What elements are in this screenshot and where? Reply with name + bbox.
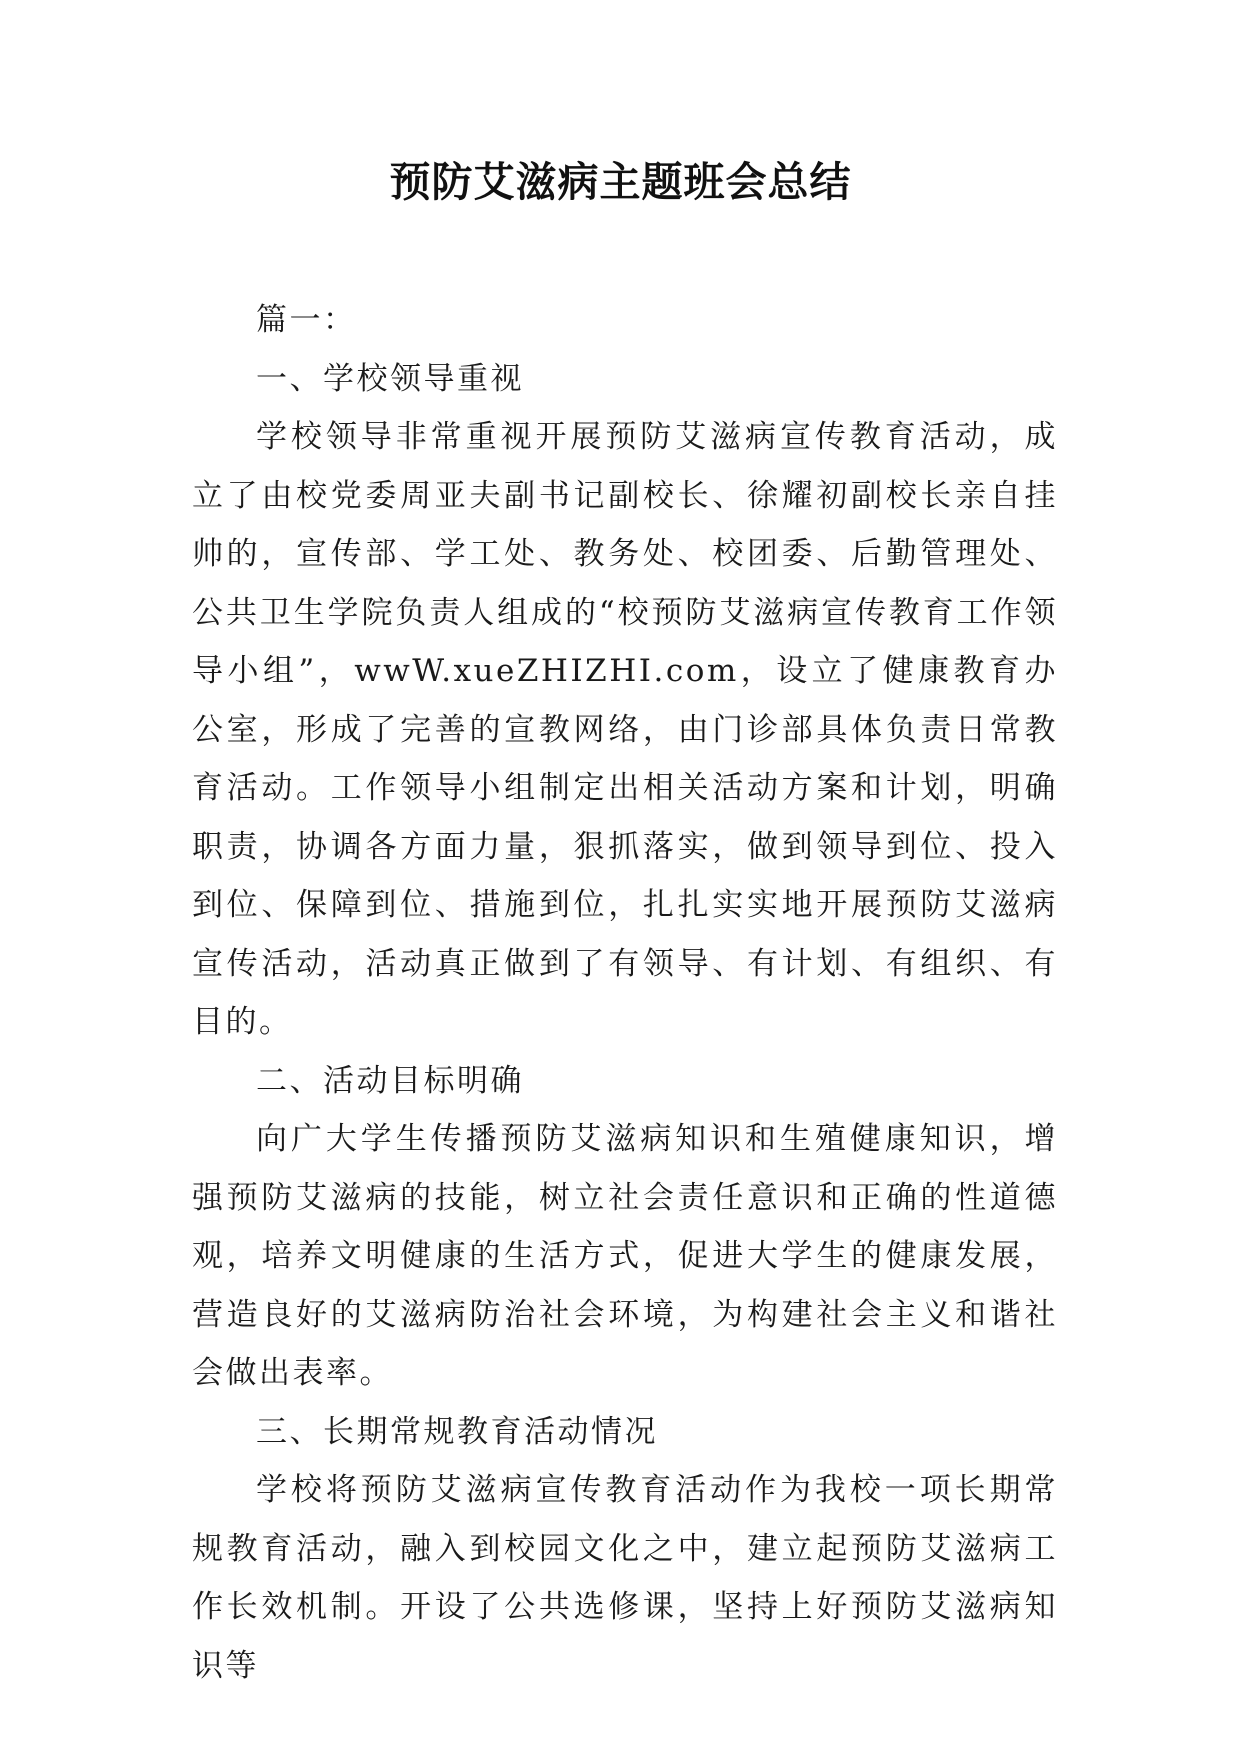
paragraph-activities: 学校将预防艾滋病宣传教育活动作为我校一项长期常规教育活动，融入到校园文化之中，建立起预防艾滋病工作长效机制。开设了公共选修课，坚持上好预防艾滋病知识等 — [192, 1472, 1058, 1684]
section-heading-leadership: 一、学校领导重视 — [256, 360, 524, 397]
document-title: 预防艾滋病主题班会总结 — [389, 158, 852, 206]
paragraph-goals: 向广大学生传播预防艾滋病知识和生殖健康知识，增强预防艾滋病的技能，树立社会责任意识和正确的性道德观，培养文明健康的生活方式，促进大学生的健康发展，营造良好的艾滋病防治社会环境，为构建社会主义和谐社会做出表率。 — [192, 1121, 1058, 1391]
paragraph-leadership: 学校领导非常重视开展预防艾滋病宣传教育活动，成立了由校党委周亚夫副书记副校长、徐耀初副校长亲自挂帅的，宣传部、学工处、教务处、校团委、后勤管理处、公共卫生学院负责人组成的“校预防艾滋病宣传教育工作领导小组”，wwW.xueZHIZHI.com，设立了健康教育办公室，形成了完善的宣教网络，由门诊部具体负责日常教育活动。工作领导小组制定出相关活动方案和计划，明确职责，协调各方面力量，狠抓落实，做到领导到位、投入到位、保障到位、措施到位，扎扎实实地开展预防艾滋病宣传活动，活动真正做到了有领导、有计划、有组织、有目的。 — [192, 419, 1058, 1040]
document-body — [192, 291, 1058, 1695]
section-label: 篇一： — [256, 302, 357, 338]
section-heading-goals: 二、活动目标明确 — [256, 1062, 524, 1099]
section-heading-activities: 三、长期常规教育活动情况 — [256, 1413, 658, 1450]
